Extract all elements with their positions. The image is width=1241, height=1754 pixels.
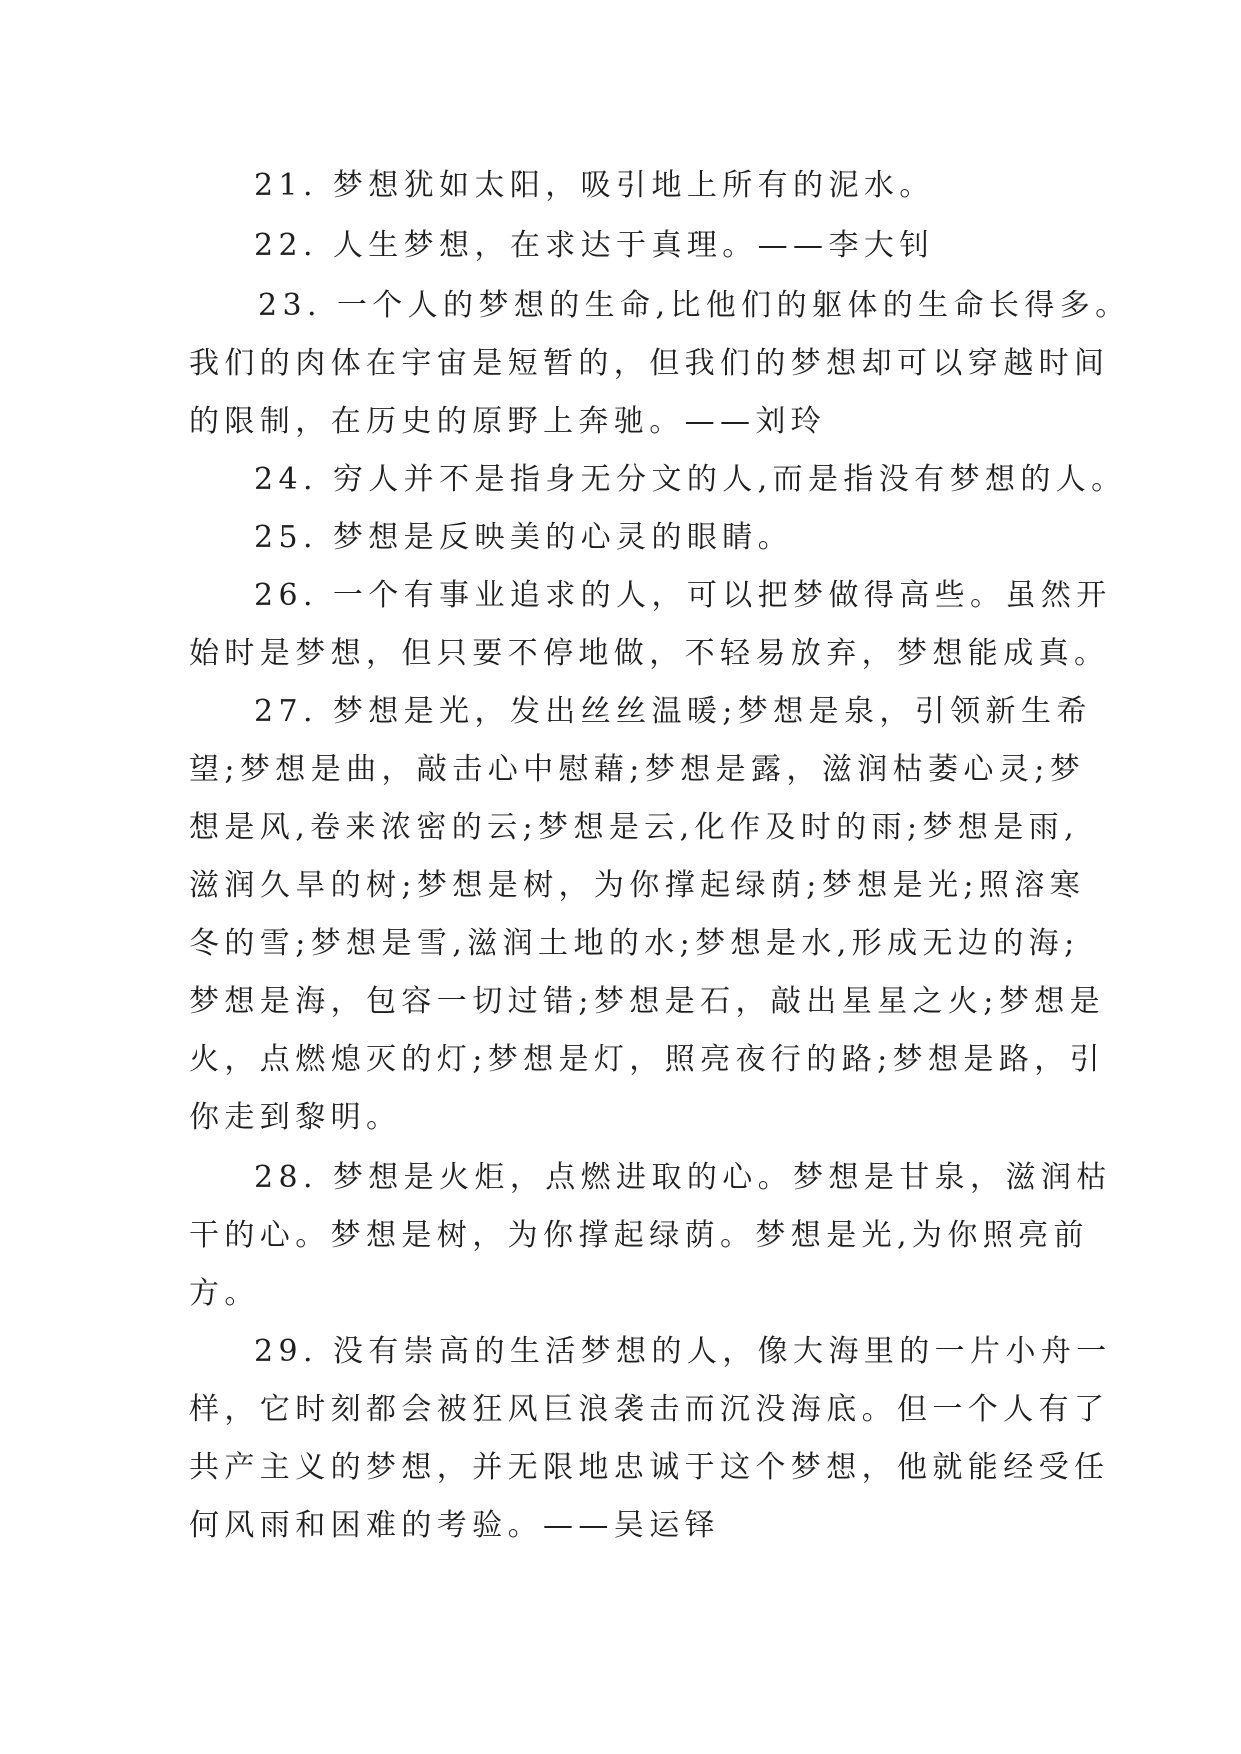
quote-21-line-1: 21. 梦想犹如太阳，吸引地上所有的泥水。	[254, 168, 935, 203]
quote-27-line-7: 火，点燃熄灭的灯;梦想是灯，照亮夜行的路;梦想是路，引	[189, 1042, 1106, 1077]
quote-27-line-6: 梦想是海，包容一切过错;梦想是石，敲出星星之火;梦想是	[189, 984, 1106, 1019]
quote-28-line-2: 干的心。梦想是树，为你撑起绿荫。梦想是光,为你照亮前	[189, 1218, 1089, 1253]
quote-27-line-5: 冬的雪;梦想是雪,滋润土地的水;梦想是水,形成无边的海;	[189, 926, 1080, 961]
quote-28-line-1: 28. 梦想是火炬，点燃进取的心。梦想是甘泉，滋润枯	[254, 1160, 1112, 1195]
quote-29-line-1: 29. 没有崇高的生活梦想的人，像大海里的一片小舟一	[254, 1334, 1112, 1369]
quote-24-line-1: 24. 穷人并不是指身无分文的人,而是指没有梦想的人。	[254, 462, 1127, 497]
quote-27-line-4: 滋润久旱的树;梦想是树，为你撑起绿荫;梦想是光;照溶寒	[189, 868, 1086, 903]
quote-29-line-3: 共产主义的梦想，并无限地忠诚于这个梦想，他就能经受任	[189, 1450, 1110, 1485]
quote-27-line-8: 你走到黎明。	[189, 1100, 402, 1135]
quote-23-line-1: 23. 一个人的梦想的生命,比他们的躯体的生命长得多。	[258, 288, 1131, 323]
quote-25-line-1: 25. 梦想是反映美的心灵的眼睛。	[254, 520, 794, 555]
quote-27-line-1: 27. 梦想是光，发出丝丝温暖;梦想是泉，引领新生希	[254, 694, 1092, 729]
quote-27-line-3: 想是风,卷来浓密的云;梦想是云,化作及时的雨;梦想是雨,	[189, 810, 1080, 845]
quote-28-line-3: 方。	[189, 1276, 260, 1311]
quote-29-line-4: 何风雨和困难的考验。——吴运铎	[189, 1508, 720, 1543]
quote-23-line-2: 我们的肉体在宇宙是短暂的，但我们的梦想却可以穿越时间	[189, 346, 1110, 381]
quote-26-line-1: 26. 一个有事业追求的人，可以把梦做得高些。虽然开	[254, 578, 1112, 613]
quote-29-line-2: 样，它时刻都会被狂风巨浪袭击而沉没海底。但一个人有了	[189, 1392, 1110, 1427]
quote-26-line-2: 始时是梦想，但只要不停地做，不轻易放弃，梦想能成真。	[189, 636, 1110, 671]
quote-22-line-1: 22. 人生梦想，在求达于真理。——李大钊	[254, 228, 935, 263]
quote-27-line-2: 望;梦想是曲，敲击心中慰藉;梦想是露，滋润枯萎心灵;梦	[189, 752, 1086, 787]
quote-23-line-3: 的限制，在历史的原野上奔驰。——刘玲	[189, 404, 827, 439]
